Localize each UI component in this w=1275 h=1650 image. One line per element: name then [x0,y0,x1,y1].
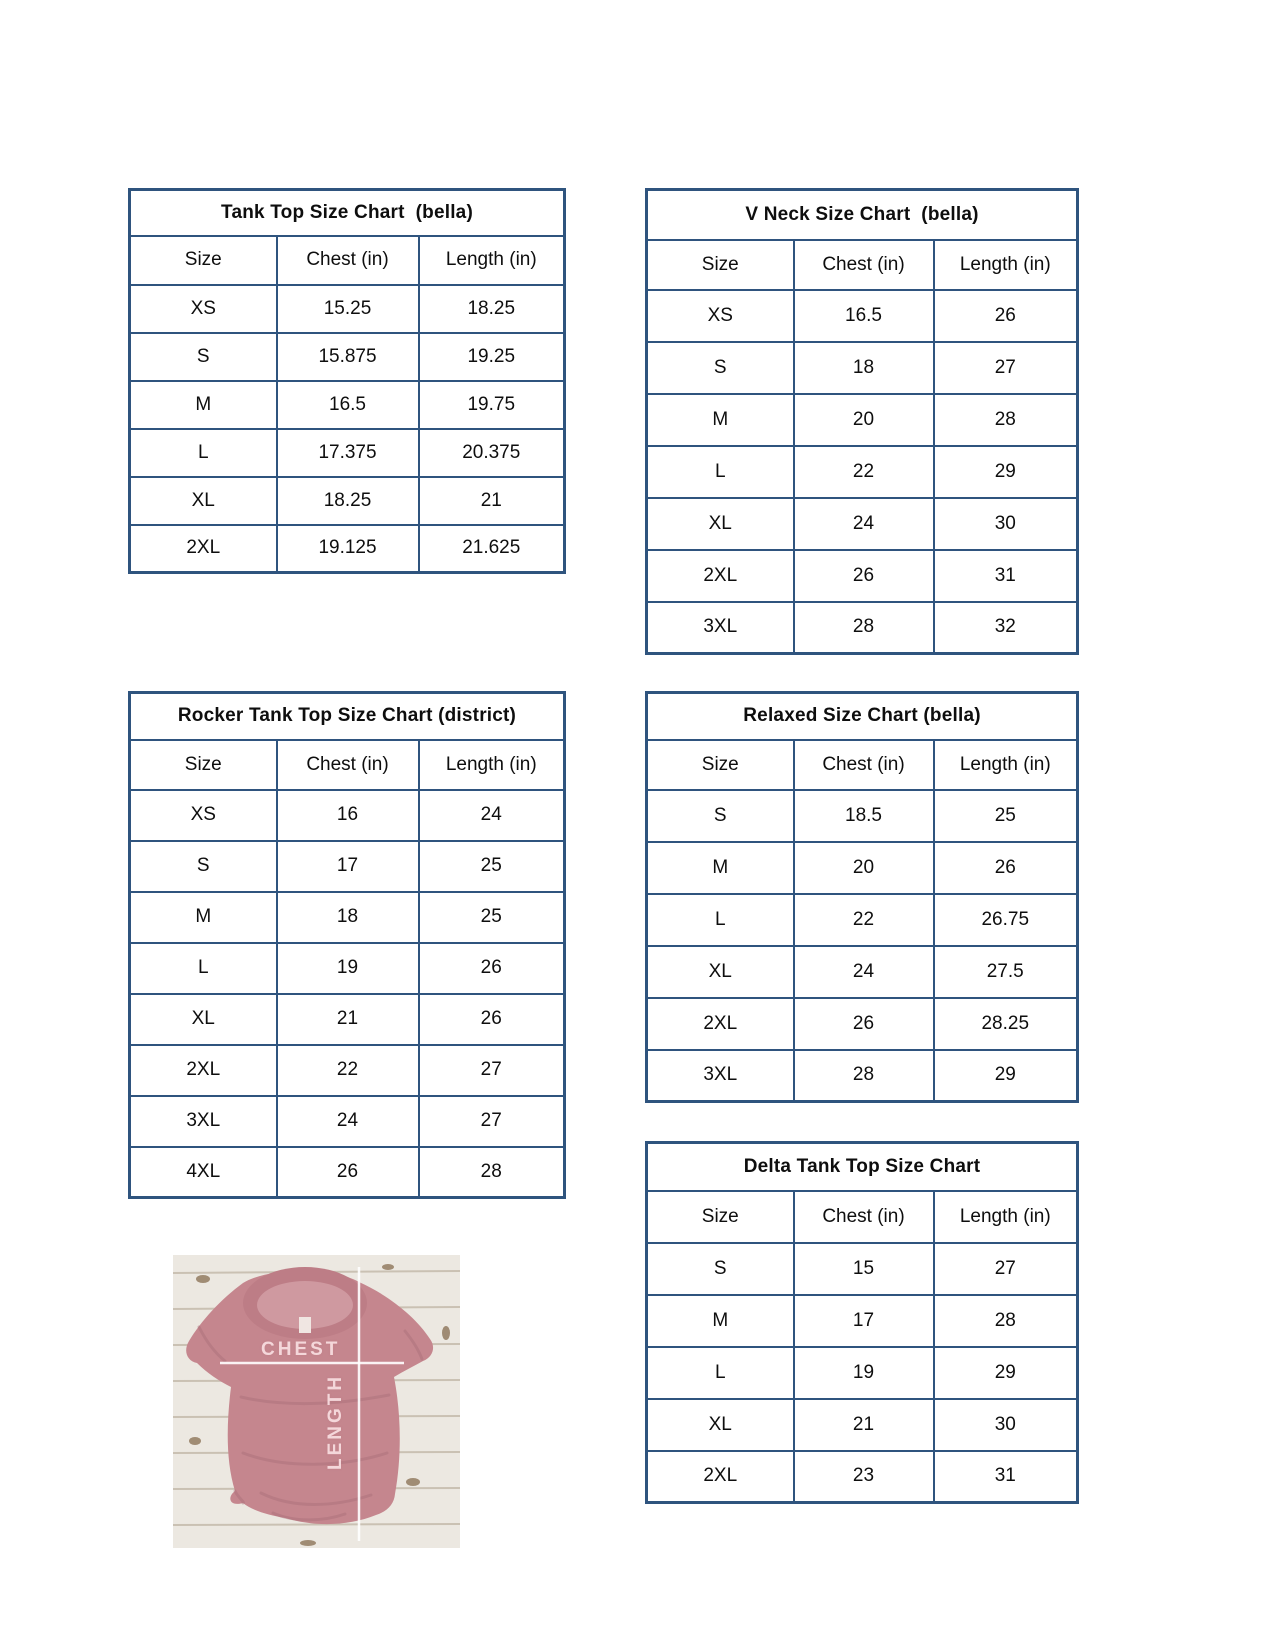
table-row [130,892,565,943]
size-cell: 2XL [647,1451,794,1503]
column-header-size: Size [130,740,277,790]
table-header-row [647,240,1078,290]
table-title: Delta Tank Top Size Chart [647,1143,1078,1191]
length-cell: 26 [934,842,1078,894]
length-cell: 26 [419,994,565,1045]
column-header-chest: Chest (in) [794,1191,934,1243]
column-header-chest: Chest (in) [794,740,934,790]
table-row [130,1045,565,1096]
chest-cell: 22 [794,894,934,946]
chest-cell: 17.375 [277,429,419,477]
length-cell: 19.25 [419,333,565,381]
chest-cell: 24 [277,1096,419,1147]
table-row [130,285,565,333]
chest-cell: 24 [794,498,934,550]
length-cell: 32 [934,602,1078,654]
length-cell: 26 [419,943,565,994]
chest-cell: 19.125 [277,525,419,573]
size-cell: 3XL [647,602,794,654]
table-row [130,790,565,841]
length-cell: 19.75 [419,381,565,429]
table-row [130,381,565,429]
table-row [647,498,1078,550]
column-header-length: Length (in) [934,1191,1078,1243]
size-cell: XL [647,1399,794,1451]
table-title-row [647,693,1078,740]
table-row [647,1451,1078,1503]
size-cell: M [647,1295,794,1347]
size-cell: 3XL [647,1050,794,1102]
size-cell: XS [130,285,277,333]
table-row [130,1147,565,1198]
size-cell: XL [647,498,794,550]
chest-cell: 26 [794,550,934,602]
table-row [130,994,565,1045]
column-header-size: Size [647,1191,794,1243]
table-row [647,1347,1078,1399]
table-row [647,998,1078,1050]
length-cell: 24 [419,790,565,841]
chest-cell: 20 [794,842,934,894]
length-cell: 29 [934,446,1078,498]
table-row [647,894,1078,946]
table-row [647,290,1078,342]
chest-cell: 18 [794,342,934,394]
chest-cell: 23 [794,1451,934,1503]
length-cell: 25 [419,892,565,943]
table-title-row [130,190,565,236]
table-title: Tank Top Size Chart (bella) [130,190,565,236]
length-cell: 27 [419,1045,565,1096]
chest-cell: 26 [277,1147,419,1198]
table-row [130,525,565,573]
size-cell: L [130,943,277,994]
table-row [647,1295,1078,1347]
tank-top-size-table [128,188,563,574]
length-cell: 29 [934,1050,1078,1102]
table-header-row [130,236,565,285]
column-header-chest: Chest (in) [277,740,419,790]
size-cell: 4XL [130,1147,277,1198]
size-cell: L [647,446,794,498]
table-title-row [647,1143,1078,1191]
table-title-row [647,190,1078,240]
length-cell: 27 [934,342,1078,394]
column-header-length: Length (in) [419,740,565,790]
table-row [647,550,1078,602]
size-cell: XS [647,290,794,342]
table-row [647,446,1078,498]
table-title: Rocker Tank Top Size Chart (district) [130,693,565,740]
table-title-row [130,693,565,740]
table-row [647,1243,1078,1295]
size-cell: 3XL [130,1096,277,1147]
table-title: Relaxed Size Chart (bella) [647,693,1078,740]
length-cell: 28 [419,1147,565,1198]
size-cell: S [647,790,794,842]
chest-cell: 15.875 [277,333,419,381]
table-row [130,333,565,381]
relaxed-size-table [645,691,1076,1103]
chest-cell: 15 [794,1243,934,1295]
length-cell: 27 [419,1096,565,1147]
length-cell: 28 [934,1295,1078,1347]
table-header-row [647,740,1078,790]
chest-cell: 22 [794,446,934,498]
relaxed-table [645,691,1079,1103]
chest-cell: 24 [794,946,934,998]
delta-tank-top-table [645,1141,1079,1504]
size-cell: L [647,1347,794,1399]
size-cell: XL [647,946,794,998]
chest-cell: 19 [794,1347,934,1399]
column-header-size: Size [130,236,277,285]
length-cell: 26 [934,290,1078,342]
tshirt-measurement-photo [173,1255,460,1548]
chest-cell: 16 [277,790,419,841]
table-row [647,842,1078,894]
chest-cell: 22 [277,1045,419,1096]
chest-cell: 19 [277,943,419,994]
table-row [130,943,565,994]
length-cell: 27.5 [934,946,1078,998]
chest-cell: 21 [794,1399,934,1451]
size-cell: L [130,429,277,477]
size-cell: XL [130,477,277,525]
table-row [130,429,565,477]
size-cell: XL [130,994,277,1045]
chest-cell: 18.5 [794,790,934,842]
rocker-tank-top-size-table [128,691,563,1199]
v-neck-table [645,188,1079,655]
length-cell: 28.25 [934,998,1078,1050]
size-cell: S [130,841,277,892]
column-header-length: Length (in) [419,236,565,285]
table-row [647,1399,1078,1451]
length-cell: 31 [934,550,1078,602]
size-cell: M [130,381,277,429]
chest-cell: 15.25 [277,285,419,333]
chest-cell: 16.5 [277,381,419,429]
table-row [130,477,565,525]
chest-label: CHEST [261,1339,341,1360]
column-header-chest: Chest (in) [277,236,419,285]
column-header-chest: Chest (in) [794,240,934,290]
v-neck-size-table [645,188,1076,655]
length-label: LENGTH [325,1373,346,1470]
length-cell: 25 [419,841,565,892]
table-row [647,394,1078,446]
table-title: V Neck Size Chart (bella) [647,190,1078,240]
table-header-row [647,1191,1078,1243]
tshirt-illustration [173,1255,460,1548]
chest-cell: 28 [794,1050,934,1102]
length-cell: 26.75 [934,894,1078,946]
size-cell: M [647,394,794,446]
size-cell: L [647,894,794,946]
length-cell: 20.375 [419,429,565,477]
length-cell: 30 [934,1399,1078,1451]
column-header-length: Length (in) [934,240,1078,290]
size-cell: 2XL [130,1045,277,1096]
tank-top-table [128,188,566,574]
chest-cell: 26 [794,998,934,1050]
column-header-size: Size [647,240,794,290]
table-row [647,342,1078,394]
length-cell: 25 [934,790,1078,842]
chest-cell: 17 [794,1295,934,1347]
length-cell: 18.25 [419,285,565,333]
chest-cell: 18 [277,892,419,943]
chest-cell: 17 [277,841,419,892]
delta-tank-top-size-table [645,1141,1076,1504]
size-cell: 2XL [130,525,277,573]
size-cell: S [647,342,794,394]
chest-cell: 16.5 [794,290,934,342]
chest-cell: 28 [794,602,934,654]
table-row [647,1050,1078,1102]
table-row [130,1096,565,1147]
column-header-length: Length (in) [934,740,1078,790]
table-header-row [130,740,565,790]
table-row [647,602,1078,654]
rocker-tank-top-table [128,691,566,1199]
size-cell: 2XL [647,550,794,602]
chest-cell: 20 [794,394,934,446]
size-cell: M [647,842,794,894]
size-cell: XS [130,790,277,841]
chest-cell: 21 [277,994,419,1045]
table-row [647,790,1078,842]
collar-tag [299,1317,311,1333]
length-cell: 21 [419,477,565,525]
size-cell: S [647,1243,794,1295]
length-cell: 31 [934,1451,1078,1503]
column-header-size: Size [647,740,794,790]
chest-cell: 18.25 [277,477,419,525]
length-cell: 30 [934,498,1078,550]
table-row [647,946,1078,998]
size-cell: S [130,333,277,381]
size-cell: M [130,892,277,943]
size-cell: 2XL [647,998,794,1050]
length-cell: 27 [934,1243,1078,1295]
length-cell: 21.625 [419,525,565,573]
length-cell: 28 [934,394,1078,446]
table-row [130,841,565,892]
length-cell: 29 [934,1347,1078,1399]
